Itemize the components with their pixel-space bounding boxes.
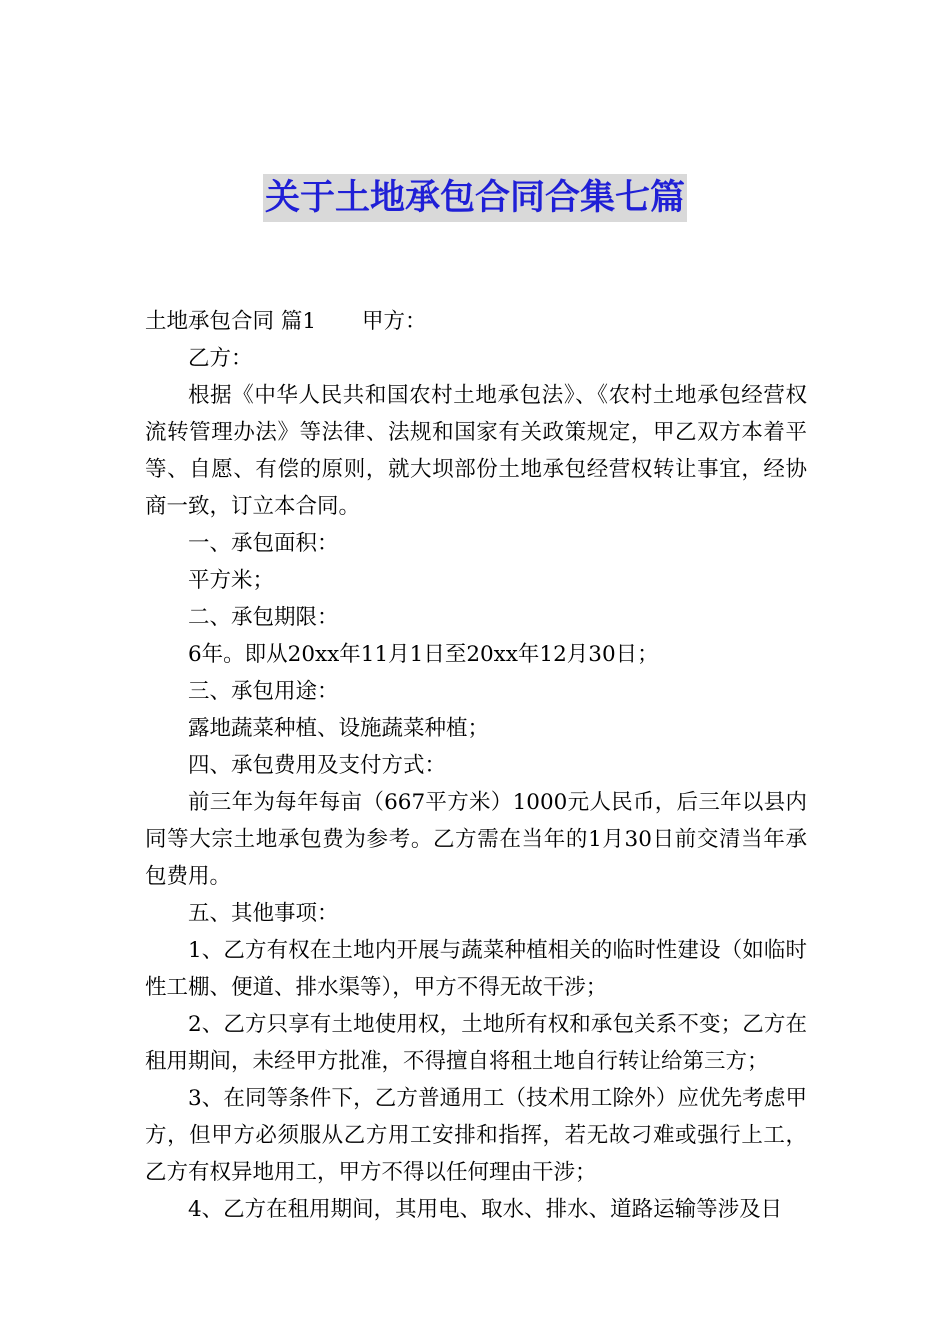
paragraph: 五、其他事项： [188, 901, 339, 926]
paragraph: 1、乙方有权在土地内开展与蔬菜种植相关的临时性建设（如临时性工棚、便道、排水渠等），甲方不得无故干涉； [145, 938, 807, 1000]
paragraph: 根据《中华人民共和国农村土地承包法》、《农村土地承包经营权流转管理办法》等法律、法规和国家有关政策规定，甲乙双方本着平等、自愿、有偿的原则，就大坝部份土地承包经营权转让事宜，经协商一致，订立本合同。 [145, 383, 807, 519]
heading-line [145, 303, 807, 340]
paragraph: 一、承包面积： [188, 531, 339, 556]
paragraph: 四、承包费用及支付方式： [188, 753, 447, 778]
party-b-label: 乙方： [188, 346, 253, 371]
document-title: 关于土地承包合同合集七篇 [263, 174, 687, 222]
paragraph: 三、承包用途： [188, 679, 339, 704]
paragraph: 露地蔬菜种植、设施蔬菜种植； [188, 716, 490, 741]
paragraph: 前三年为每年每亩（667平方米）1000元人民币，后三年以县内同等大宗土地承包费为参考。乙方需在当年的1月30日前交清当年承包费用。 [145, 790, 807, 889]
paragraph: 二、承包期限： [188, 605, 339, 630]
title-container [0, 174, 950, 222]
document-body [145, 303, 807, 1228]
paragraph: 6年。即从20xx年11月1日至20xx年12月30日； [188, 642, 659, 667]
paragraph: 3、在同等条件下，乙方普通用工（技术用工除外）应优先考虑甲方，但甲方必须服从乙方用工安排和指挥，若无故刁难或强行上工，乙方有权异地用工，甲方不得以任何理由干涉； [145, 1086, 807, 1185]
section-heading: 土地承包合同 篇1 [145, 309, 317, 334]
party-a-label: 甲方： [362, 309, 427, 334]
paragraph: 2、乙方只享有土地使用权，土地所有权和承包关系不变；乙方在租用期间，未经甲方批准，不得擅自将租土地自行转让给第三方； [145, 1012, 807, 1074]
paragraph: 平方米； [188, 568, 275, 593]
paragraph: 4、乙方在租用期间，其用电、取水、排水、道路运输等涉及日 [188, 1197, 783, 1222]
